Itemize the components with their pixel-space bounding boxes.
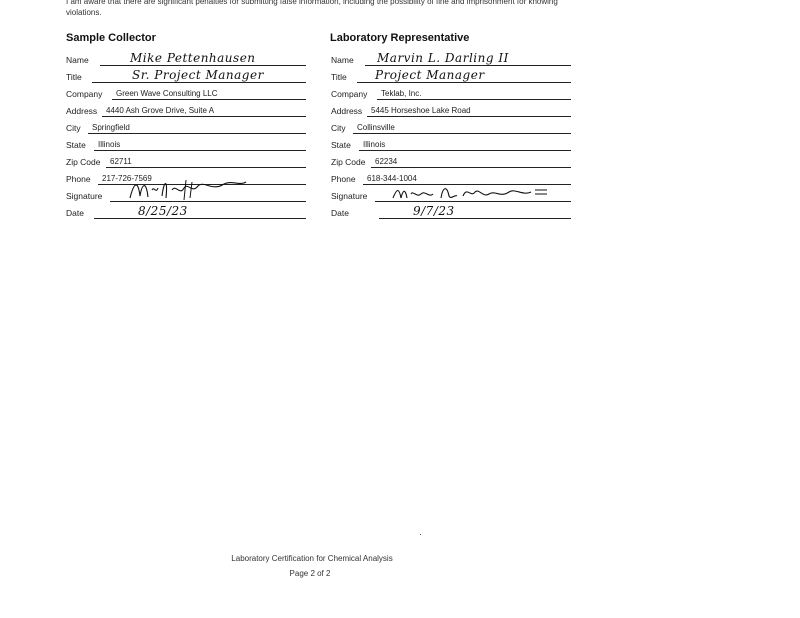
collector-address-label: Address	[66, 106, 98, 116]
collector-signature-label: Signature	[66, 191, 103, 201]
lab-city-label: City	[331, 123, 346, 133]
collector-title-value: Sr. Project Manager	[132, 68, 264, 82]
lab-city-row	[331, 118, 571, 134]
lab-date-row	[331, 203, 571, 219]
collector-city-value: Springfield	[92, 123, 130, 132]
lab-zip-value: 62234	[375, 157, 398, 166]
lab-phone-value: 618-344-1004	[367, 174, 417, 183]
collector-address-row	[66, 101, 306, 117]
collector-company-label: Company	[66, 89, 103, 99]
lab-name-value: Marvin L. Darling II	[377, 51, 509, 65]
lab-zip-row	[331, 152, 571, 168]
collector-title-row	[66, 67, 306, 83]
lab-state-value: Illinois	[363, 140, 386, 149]
collector-phone-label: Phone	[66, 174, 91, 184]
collector-zip-row	[66, 152, 306, 168]
lab-name-row	[331, 50, 571, 66]
scan-speck	[420, 534, 421, 535]
lab-signature-row	[331, 186, 571, 202]
collector-zip-label: Zip Code	[66, 157, 101, 167]
lab-title-row	[331, 67, 571, 83]
lab-address-row	[331, 101, 571, 117]
collector-name-label: Name	[66, 55, 89, 65]
lab-state-label: State	[331, 140, 351, 150]
collector-date-row	[66, 203, 306, 219]
lab-company-row	[331, 84, 571, 100]
collector-zip-value: 62711	[110, 157, 132, 166]
lab-title-value: Project Manager	[375, 68, 485, 82]
collector-state-row	[66, 135, 306, 151]
lab-zip-label: Zip Code	[331, 157, 366, 167]
sample-collector-heading: Sample Collector	[66, 32, 156, 44]
lab-phone-label: Phone	[331, 174, 356, 184]
collector-signature-row	[66, 186, 306, 202]
lab-date-label: Date	[331, 208, 349, 218]
lab-address-value: 5445 Horseshoe Lake Road	[371, 106, 471, 115]
collector-state-value: Illinois	[98, 140, 121, 149]
collector-address-value: 4440 Ash Grove Drive, Suite A	[106, 106, 215, 115]
lab-date-value: 9/7/23	[413, 204, 455, 218]
penalty-statement: I am aware that there are significant penalties for submitting false information, including the possibility of fine and imprisonment for knowing violations.	[66, 0, 558, 17]
lab-name-label: Name	[331, 55, 354, 65]
collector-date-value: 8/25/23	[138, 204, 188, 218]
lab-company-value: Teklab, Inc.	[381, 89, 422, 98]
lab-phone-row	[331, 169, 571, 185]
collector-date-label: Date	[66, 208, 84, 218]
form-name: Laboratory Certification for Chemical Analysis	[231, 554, 393, 563]
collector-city-row	[66, 118, 306, 134]
collector-city-label: City	[66, 123, 81, 133]
lab-state-row	[331, 135, 571, 151]
lab-representative-heading: Laboratory Representative	[330, 32, 470, 44]
collector-state-label: State	[66, 140, 86, 150]
collector-company-row	[66, 84, 306, 100]
collector-company-value: Green Wave Consulting LLC	[116, 89, 218, 98]
lab-signature-image	[391, 184, 551, 202]
lab-company-label: Company	[331, 89, 368, 99]
page-number: Page 2 of 2	[289, 569, 331, 578]
lab-city-value: Collinsville	[357, 123, 395, 132]
collector-name-value: Mike Pettenhausen	[130, 51, 256, 65]
lab-address-label: Address	[331, 106, 363, 116]
lab-title-label: Title	[331, 72, 347, 82]
collector-name-row	[66, 50, 306, 66]
lab-signature-label: Signature	[331, 191, 368, 201]
collector-phone-value: 217-726-7569	[102, 174, 152, 183]
collector-title-label: Title	[66, 72, 82, 82]
collector-signature-image	[128, 176, 248, 202]
